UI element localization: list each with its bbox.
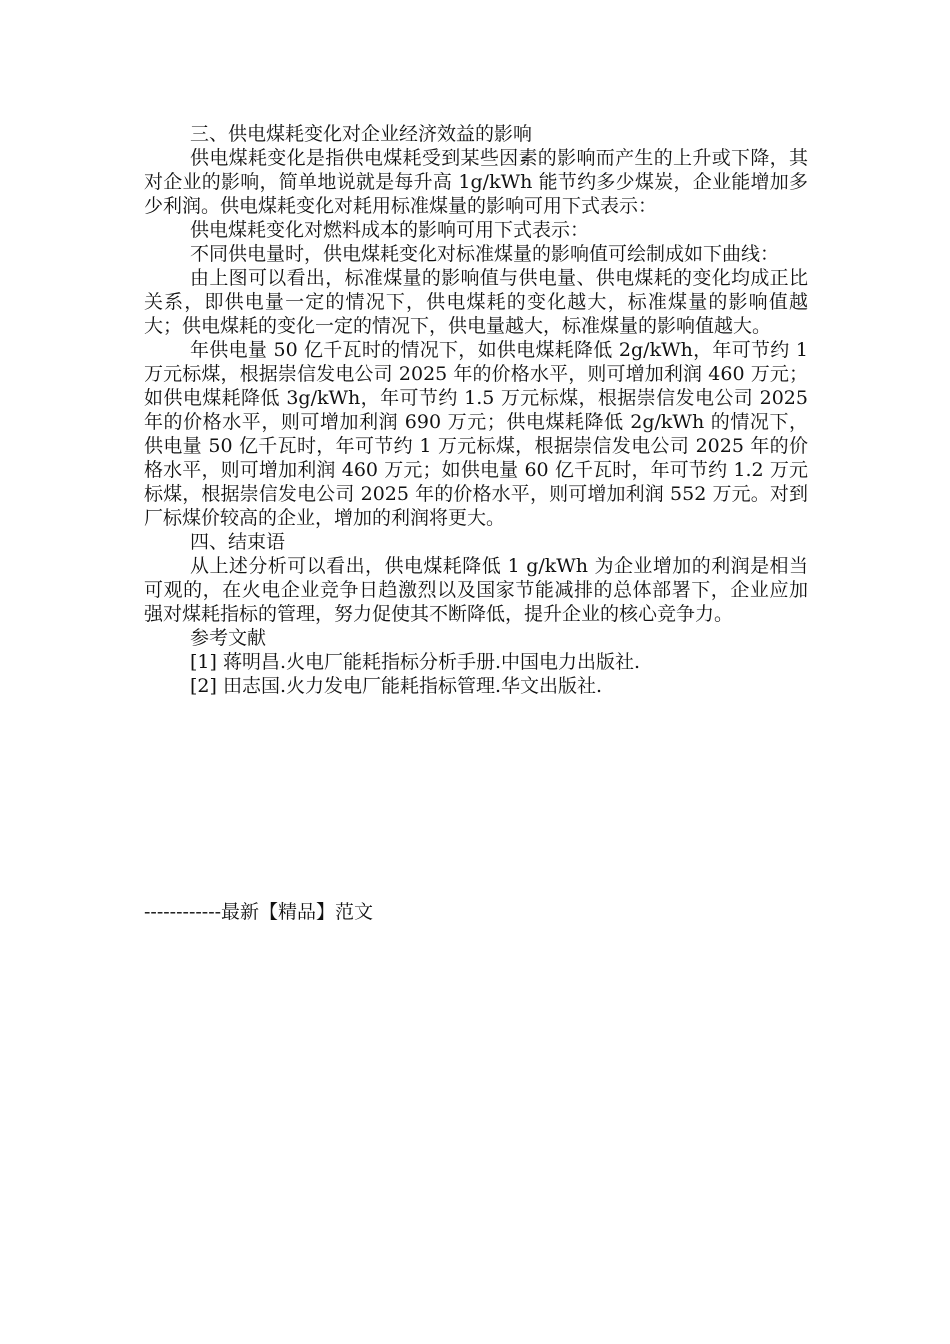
paragraph-coal-consumption-change: 供电煤耗变化是指供电煤耗受到某些因素的影响而产生的上升或下降，其对企业的影响，简单地说就是每升高 1g/kWh 能节约多少煤炭，企业能增加多少利润。供电煤耗变化对耗用标准煤量的影响可用下式表示： <box>144 147 808 217</box>
references-heading: 参考文献 <box>190 627 267 649</box>
footer-text: ------------最新【精品】范文 <box>144 901 374 923</box>
paragraph-profit-example: 年供电量 50 亿千瓦时的情况下，如供电煤耗降低 2g/kWh，年可节约 1 万元标煤，根据崇信发电公司 2025 年的价格水平，则可增加利润 460 万元；如供电煤耗降低 3g/kWh，年可节约 1.5 万元标煤，根据崇信发电公司 2025 年的价格水平，则可增加利润 690 万元；供电煤耗降低 2g/kWh 的情况下，供电量 50 亿千瓦时，年可节约 1 万元标煤，根据崇信发电公司 2025 年的价格水平，则可增加利润 460 万元；如供电量 60 亿千瓦时，年可节约 1.2 万元标煤，根据崇信发电公司 2025 年的价格水平，则可增加利润 552 万元。对到厂标煤价较高的企业，增加的利润将更大。 <box>144 339 808 529</box>
paragraph-curve-analysis: 由上图可以看出，标准煤量的影响值与供电量、供电煤耗的变化均成正比关系，即供电量一定的情况下，供电煤耗的变化越大，标准煤量的影响值越大；供电煤耗的变化一定的情况下，供电量越大，标准煤量的影响值越大。 <box>144 267 808 337</box>
paragraph-fuel-cost: 供电煤耗变化对燃料成本的影响可用下式表示： <box>190 219 590 241</box>
paragraph-curve-intro: 不同供电量时，供电煤耗变化对标准煤量的影响值可绘制成如下曲线： <box>190 243 780 265</box>
section-heading-4: 四、结束语 <box>190 531 286 553</box>
reference-item: [2] 田志国.火力发电厂能耗指标管理.华文出版社. <box>190 675 603 697</box>
reference-item: [1] 蒋明昌.火电厂能耗指标分析手册.中国电力出版社. <box>190 651 641 673</box>
paragraph-conclusion: 从上述分析可以看出，供电煤耗降低 1 g/kWh 为企业增加的利润是相当可观的，在火电企业竞争日趋激烈以及国家节能减排的总体部署下，企业应加强对煤耗指标的管理，努力促使其不断降低，提升企业的核心竞争力。 <box>144 555 808 625</box>
section-heading-3: 三、供电煤耗变化对企业经济效益的影响 <box>190 123 533 145</box>
document-body <box>144 122 808 698</box>
